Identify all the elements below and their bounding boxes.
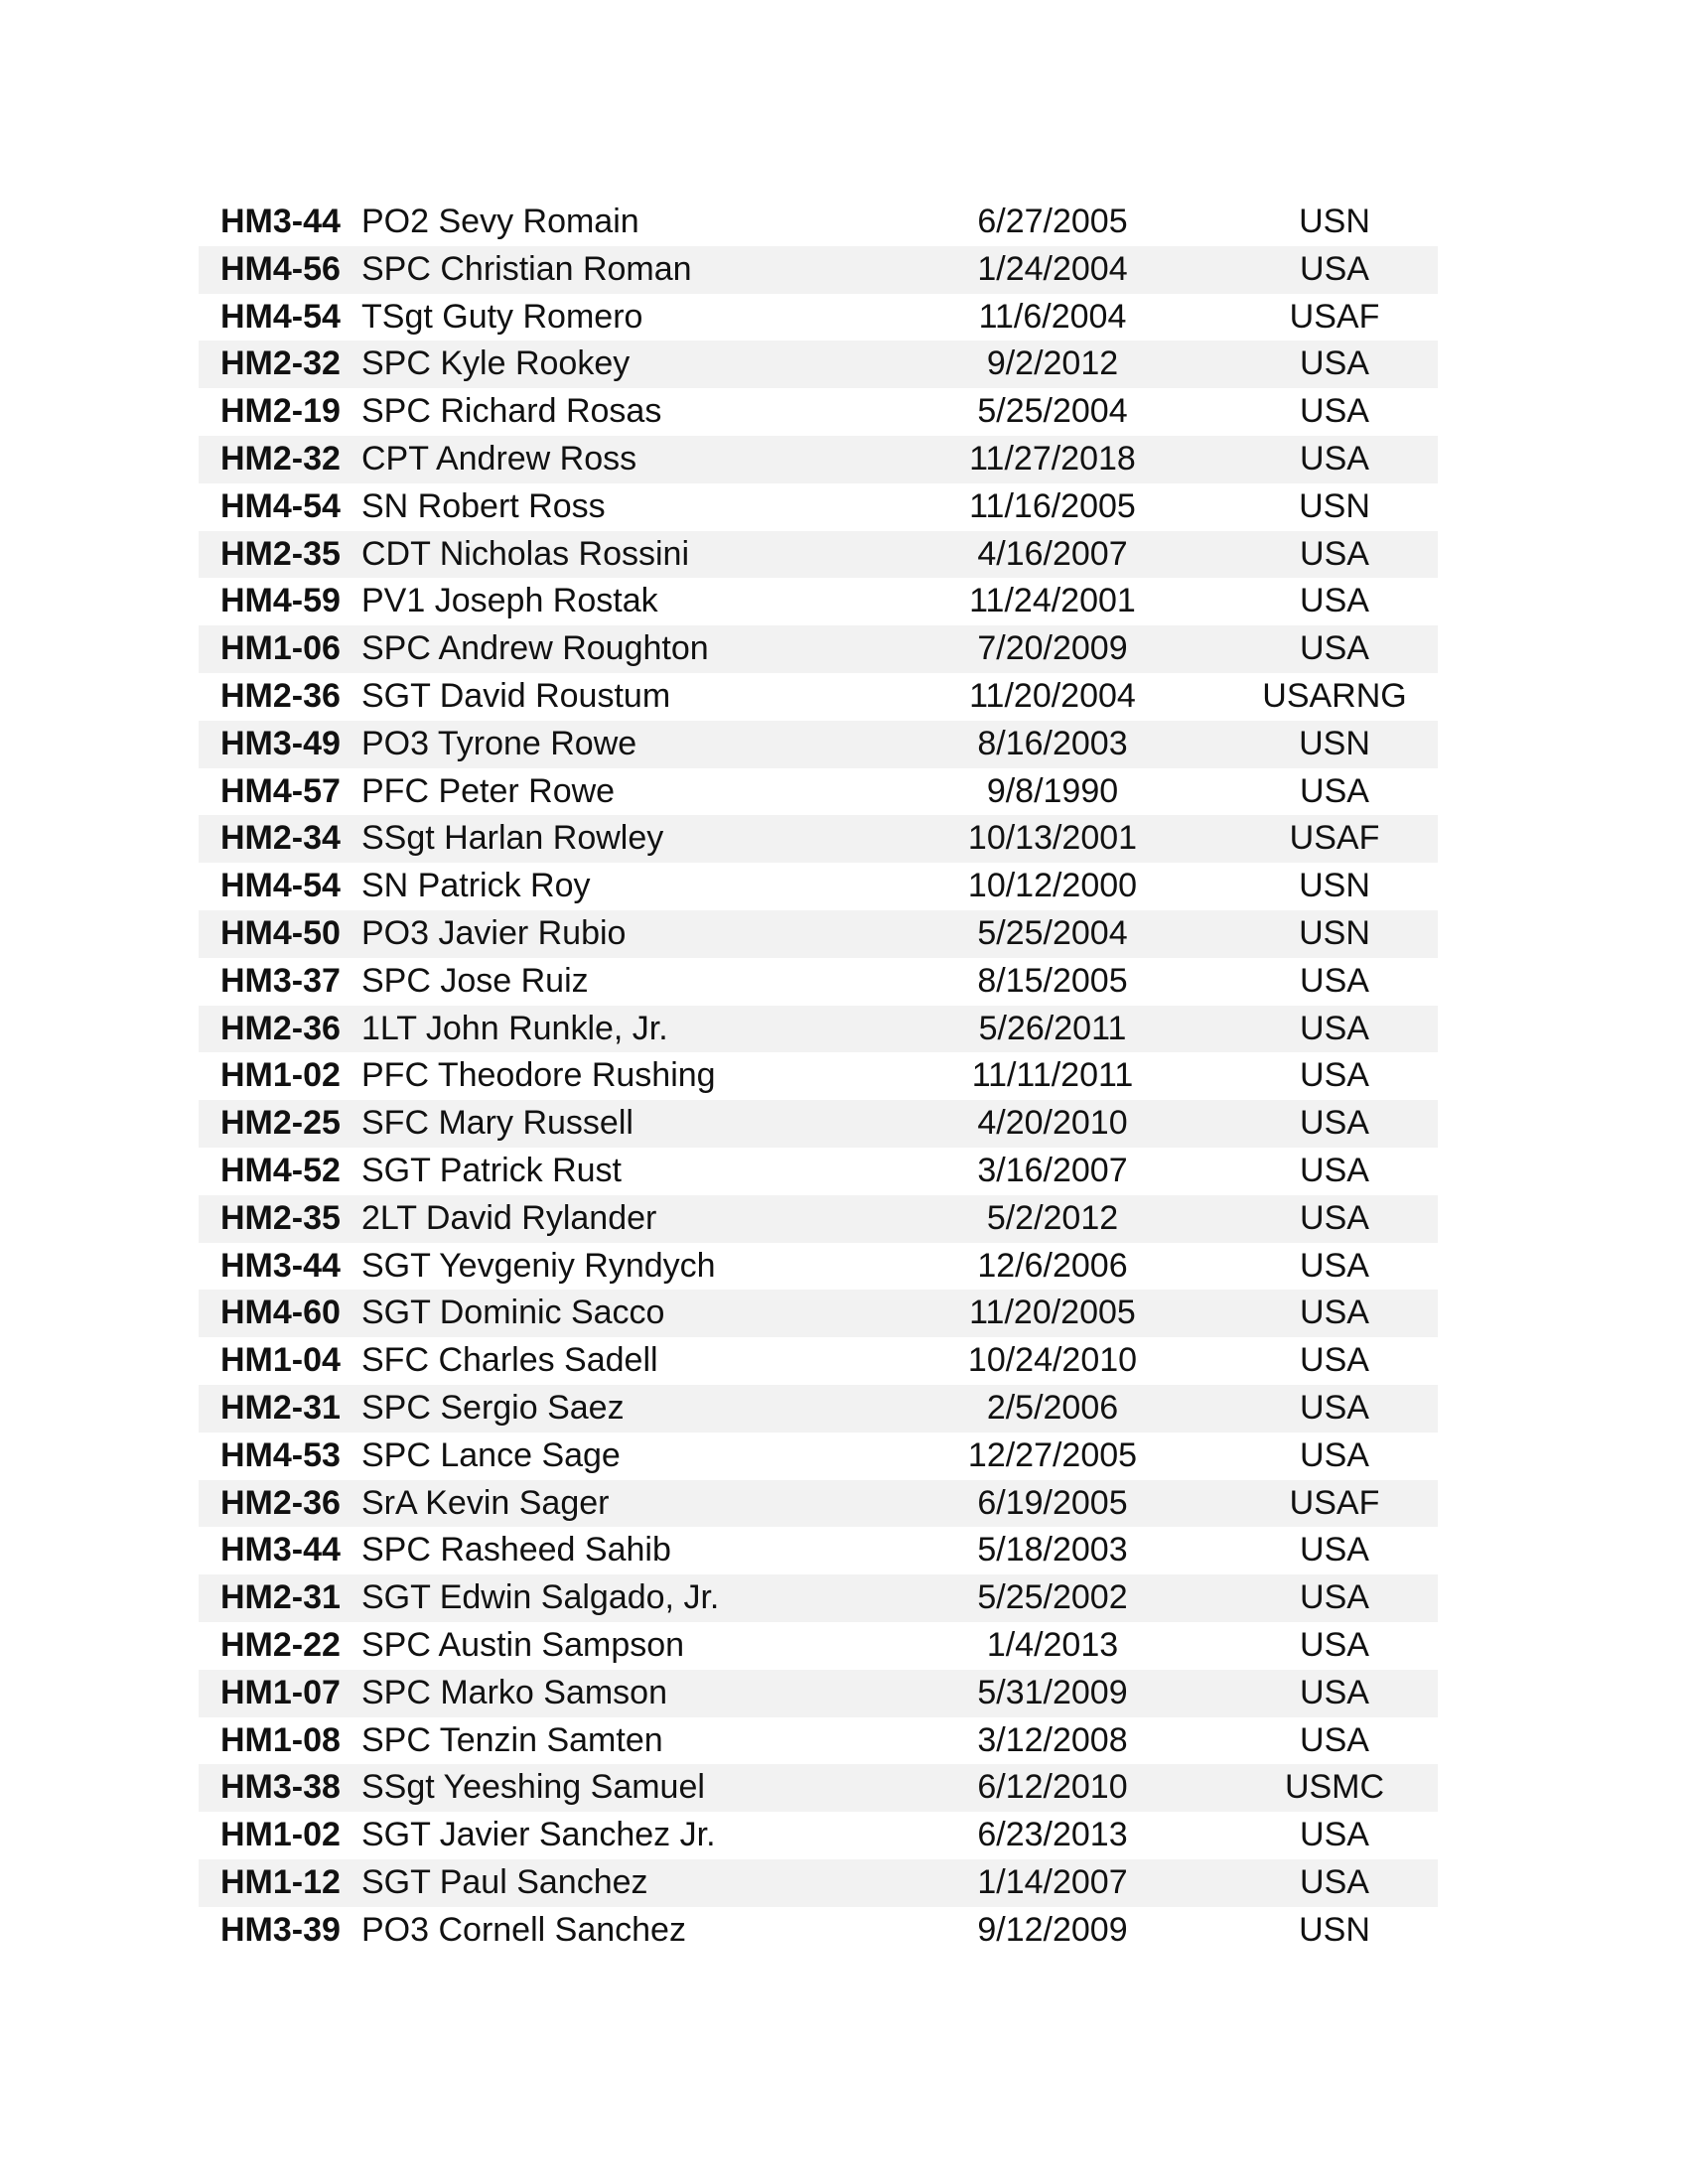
memorial-code-cell: HM3-44	[220, 203, 341, 240]
name-cell: SPC Sergio Saez	[361, 1388, 625, 1427]
memorial-code-cell: HM3-44	[220, 1531, 341, 1570]
name-cell: 1LT John Runkle, Jr.	[361, 1009, 668, 1047]
memorial-code-cell: HM2-35	[220, 534, 341, 573]
branch-cell: USN	[1299, 867, 1370, 905]
date-cell: 9/12/2009	[977, 1910, 1128, 1949]
date-cell: 11/16/2005	[969, 486, 1136, 525]
name-cell: SPC Austin Sampson	[361, 1625, 685, 1664]
name-cell: CDT Nicholas Rossini	[361, 534, 690, 573]
branch-cell: USA	[1300, 1341, 1369, 1380]
name-cell: SGT Yevgeniy Ryndych	[361, 1246, 716, 1285]
memorial-code-cell: HM2-31	[220, 1388, 341, 1427]
date-cell: 8/16/2003	[977, 724, 1128, 762]
name-cell: SPC Rasheed Sahib	[361, 1531, 671, 1570]
table-row	[199, 246, 1438, 294]
branch-cell: USA	[1300, 1388, 1369, 1427]
name-cell: SGT Edwin Salgado, Jr.	[361, 1578, 720, 1617]
branch-cell: USMC	[1284, 1768, 1385, 1807]
branch-cell: USAF	[1289, 297, 1380, 336]
memorial-code-cell: HM4-54	[220, 486, 341, 525]
name-cell: SGT Javier Sanchez Jr.	[361, 1816, 716, 1854]
memorial-code-cell: HM1-07	[220, 1673, 341, 1711]
date-cell: 6/23/2013	[977, 1816, 1128, 1854]
name-cell: CPT Andrew Ross	[361, 439, 637, 478]
table-row	[199, 1385, 1438, 1433]
name-cell: SN Patrick Roy	[361, 867, 591, 905]
memorial-code-cell: HM4-56	[220, 249, 341, 288]
table-row	[199, 721, 1438, 768]
table-row	[199, 1480, 1438, 1528]
memorial-code-cell: HM4-54	[220, 297, 341, 336]
branch-cell: USA	[1300, 1246, 1369, 1285]
memorial-code-cell: HM1-02	[220, 1816, 341, 1854]
branch-cell: USA	[1300, 961, 1369, 1000]
date-cell: 11/6/2004	[978, 297, 1127, 336]
name-cell: SPC Lance Sage	[361, 1435, 621, 1474]
name-cell: PO3 Cornell Sanchez	[361, 1910, 686, 1949]
branch-cell: USA	[1300, 1009, 1369, 1047]
branch-cell: USA	[1300, 629, 1369, 668]
branch-cell: USA	[1300, 1720, 1369, 1759]
name-cell: PO3 Javier Rubio	[361, 913, 627, 952]
date-cell: 5/25/2002	[977, 1578, 1128, 1617]
table-row	[199, 199, 1438, 246]
name-cell: SPC Richard Rosas	[361, 392, 662, 431]
memorial-code-cell: HM2-32	[220, 344, 341, 383]
date-cell: 9/2/2012	[986, 344, 1119, 383]
branch-cell: USA	[1300, 1435, 1369, 1474]
table-row	[199, 1290, 1438, 1337]
table-row	[199, 673, 1438, 721]
memorial-code-cell: HM4-54	[220, 867, 341, 905]
name-cell: SPC Christian Roman	[361, 249, 692, 288]
table-row	[199, 1812, 1438, 1859]
table-row	[199, 1859, 1438, 1907]
table-row	[199, 578, 1438, 625]
memorial-code-cell: HM4-60	[220, 1294, 341, 1332]
name-cell: SPC Andrew Roughton	[361, 629, 709, 668]
name-cell: SN Robert Ross	[361, 486, 606, 525]
name-cell: PV1 Joseph Rostak	[361, 582, 658, 620]
date-cell: 3/16/2007	[977, 1151, 1128, 1189]
name-cell: SSgt Harlan Rowley	[361, 819, 664, 858]
memorial-code-cell: HM2-36	[220, 1009, 341, 1047]
date-cell: 6/27/2005	[977, 203, 1128, 240]
table-row	[199, 1433, 1438, 1480]
table-row	[199, 625, 1438, 673]
memorial-code-cell: HM4-59	[220, 582, 341, 620]
date-cell: 12/27/2005	[967, 1435, 1138, 1474]
table-row	[199, 1622, 1438, 1670]
date-cell: 11/20/2005	[969, 1294, 1136, 1332]
memorial-code-cell: HM2-36	[220, 1483, 341, 1522]
memorial-code-cell: HM3-37	[220, 961, 341, 1000]
branch-cell: USAF	[1289, 819, 1380, 858]
name-cell: SGT Patrick Rust	[361, 1151, 622, 1189]
date-cell: 1/14/2007	[977, 1862, 1128, 1901]
memorial-code-cell: HM1-06	[220, 629, 341, 668]
memorial-code-cell: HM2-32	[220, 439, 341, 478]
name-cell: SPC Tenzin Samten	[361, 1720, 663, 1759]
branch-cell: USA	[1300, 344, 1369, 383]
branch-cell: USA	[1300, 1294, 1369, 1332]
name-cell: SGT Dominic Sacco	[361, 1294, 665, 1332]
memorial-code-cell: HM1-02	[220, 1056, 341, 1095]
name-cell: SFC Charles Sadell	[361, 1341, 658, 1380]
name-cell: PO2 Sevy Romain	[361, 203, 639, 240]
memorial-code-cell: HM4-53	[220, 1435, 341, 1474]
branch-cell: USA	[1300, 1104, 1369, 1143]
name-cell: SPC Kyle Rookey	[361, 344, 631, 383]
date-cell: 9/8/1990	[986, 771, 1119, 810]
name-cell: SSgt Yeeshing Samuel	[361, 1768, 705, 1807]
table-row	[199, 1243, 1438, 1291]
table-row	[199, 863, 1438, 910]
memorial-code-cell: HM4-52	[220, 1151, 341, 1189]
memorial-code-cell: HM3-38	[220, 1768, 341, 1807]
table-row	[199, 341, 1438, 388]
branch-cell: USA	[1300, 392, 1369, 431]
date-cell: 11/27/2018	[969, 439, 1136, 478]
table-row	[199, 1764, 1438, 1812]
date-cell: 4/16/2007	[977, 534, 1128, 573]
date-cell: 5/31/2009	[977, 1673, 1128, 1711]
name-cell: TSgt Guty Romero	[361, 297, 643, 336]
branch-cell: USA	[1300, 1056, 1369, 1095]
table-row	[199, 768, 1438, 816]
branch-cell: USN	[1299, 913, 1370, 952]
table-row	[199, 1574, 1438, 1622]
branch-cell: USA	[1300, 771, 1369, 810]
name-cell: SGT Paul Sanchez	[361, 1862, 648, 1901]
memorial-code-cell: HM3-39	[220, 1910, 341, 1949]
memorial-code-cell: HM1-08	[220, 1720, 341, 1759]
date-cell: 8/15/2005	[977, 961, 1128, 1000]
name-cell: 2LT David Rylander	[361, 1198, 657, 1237]
table-row	[199, 436, 1438, 483]
name-cell: PO3 Tyrone Rowe	[361, 724, 637, 762]
branch-cell: USA	[1300, 1625, 1369, 1664]
date-cell: 5/26/2011	[978, 1009, 1127, 1047]
date-cell: 11/11/2011	[971, 1056, 1134, 1095]
branch-cell: USA	[1300, 1578, 1369, 1617]
name-cell: PFC Theodore Rushing	[361, 1056, 716, 1095]
table-row	[199, 483, 1438, 531]
branch-cell: USA	[1300, 1151, 1369, 1189]
memorial-code-cell: HM3-44	[220, 1246, 341, 1285]
name-cell: SrA Kevin Sager	[361, 1483, 610, 1522]
branch-cell: USA	[1300, 1816, 1369, 1854]
branch-cell: USN	[1299, 203, 1370, 240]
memorial-code-cell: HM1-04	[220, 1341, 341, 1380]
date-cell: 2/5/2006	[986, 1388, 1119, 1427]
table-row	[199, 1195, 1438, 1243]
memorial-code-cell: HM1-12	[220, 1862, 341, 1901]
branch-cell: USA	[1300, 1673, 1369, 1711]
name-cell: SGT David Roustum	[361, 676, 671, 715]
date-cell: 6/19/2005	[977, 1483, 1128, 1522]
memorial-code-cell: HM2-25	[220, 1104, 341, 1143]
branch-cell: USN	[1299, 1910, 1370, 1949]
branch-cell: USA	[1300, 1862, 1369, 1901]
date-cell: 6/12/2010	[977, 1768, 1128, 1807]
branch-cell: USA	[1300, 1531, 1369, 1570]
date-cell: 1/24/2004	[977, 249, 1128, 288]
table-row	[199, 1052, 1438, 1100]
table-row	[199, 1670, 1438, 1717]
date-cell: 1/4/2013	[986, 1625, 1119, 1664]
roster-table	[199, 199, 1438, 1954]
branch-cell: USA	[1300, 1198, 1369, 1237]
branch-cell: USN	[1299, 724, 1370, 762]
branch-cell: USA	[1300, 249, 1369, 288]
branch-cell: USA	[1300, 582, 1369, 620]
memorial-code-cell: HM2-19	[220, 392, 341, 431]
table-row	[199, 815, 1438, 863]
memorial-code-cell: HM3-49	[220, 724, 341, 762]
date-cell: 12/6/2006	[977, 1246, 1128, 1285]
memorial-code-cell: HM2-31	[220, 1578, 341, 1617]
date-cell: 10/12/2000	[967, 867, 1138, 905]
memorial-code-cell: HM4-57	[220, 771, 341, 810]
table-row	[199, 910, 1438, 958]
table-row	[199, 1100, 1438, 1148]
branch-cell: USA	[1300, 439, 1369, 478]
table-row	[199, 958, 1438, 1006]
name-cell: SFC Mary Russell	[361, 1104, 633, 1143]
name-cell: SPC Jose Ruiz	[361, 961, 589, 1000]
table-row	[199, 1006, 1438, 1053]
date-cell: 11/20/2004	[969, 676, 1136, 715]
table-row	[199, 1717, 1438, 1765]
table-row	[199, 294, 1438, 341]
date-cell: 5/25/2004	[977, 913, 1128, 952]
memorial-code-cell: HM2-35	[220, 1198, 341, 1237]
date-cell: 10/24/2010	[967, 1341, 1138, 1380]
memorial-code-cell: HM2-36	[220, 676, 341, 715]
date-cell: 5/25/2004	[977, 392, 1128, 431]
memorial-code-cell: HM4-50	[220, 913, 341, 952]
memorial-code-cell: HM2-22	[220, 1625, 341, 1664]
branch-cell: USN	[1299, 486, 1370, 525]
date-cell: 5/2/2012	[986, 1198, 1119, 1237]
date-cell: 10/13/2001	[967, 819, 1138, 858]
table-row	[199, 1907, 1438, 1955]
date-cell: 4/20/2010	[977, 1104, 1128, 1143]
branch-cell: USARNG	[1262, 676, 1407, 715]
memorial-code-cell: HM2-34	[220, 819, 341, 858]
table-row	[199, 1527, 1438, 1574]
table-row	[199, 531, 1438, 579]
date-cell: 7/20/2009	[977, 629, 1128, 668]
date-cell: 11/24/2001	[969, 582, 1136, 620]
date-cell: 5/18/2003	[977, 1531, 1128, 1570]
table-row	[199, 388, 1438, 436]
branch-cell: USAF	[1289, 1483, 1380, 1522]
table-row	[199, 1337, 1438, 1385]
name-cell: PFC Peter Rowe	[361, 771, 616, 810]
branch-cell: USA	[1300, 534, 1369, 573]
table-row	[199, 1148, 1438, 1195]
name-cell: SPC Marko Samson	[361, 1673, 667, 1711]
date-cell: 3/12/2008	[977, 1720, 1128, 1759]
